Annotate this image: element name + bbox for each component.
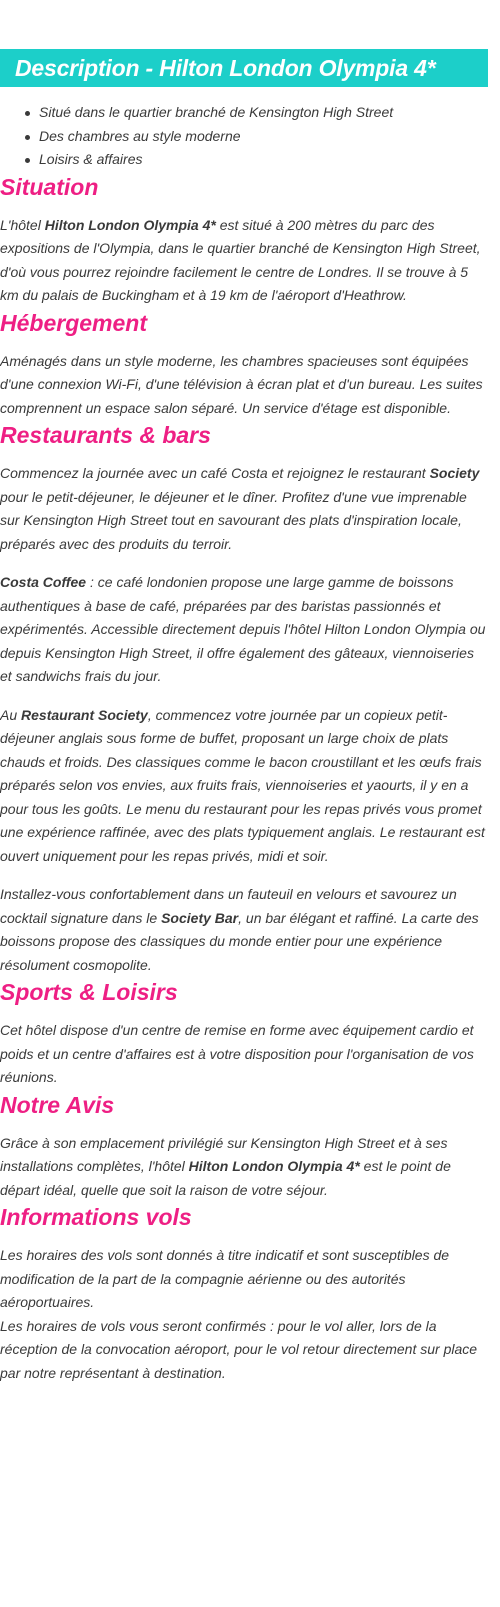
section-vols [0,1202,488,1385]
text-segment: Commencez la journée avec un café Costa et rejoignez le restaurant [0,465,430,481]
restaurants-paragraph-2 [0,571,488,689]
section-heading-avis: Notre Avis [0,1091,115,1118]
vols-paragraph-2: Les horaires de vols vous seront confirmés : pour le vol aller, lors de la réception de la convocation aéroport, pour le vol retour directement sur place par notre représentant à destination. [0,1317,478,1381]
text-segment: : ce café londonien propose une large gamme de boissons authentiques à base de café, préparées par des baristas passionnés et expérimentés. Accessible directement depuis l'hôtel Hilton London Olympia ou depuis Kensington High Street, il offre également des gâteaux, viennoiseries et sandwichs frais du jour. [0,574,486,684]
section-sports [0,977,488,1090]
section-heading-hebergement: Hébergement [0,309,147,336]
text-segment: , commencez votre journée par un copieux petit-déjeuner anglais sous forme de buffet, proposant un large choix de plats chauds et froids. Des classiques comme le bacon croustillant et les œufs frais préparés selon vos envies, aux fruits frais, viennoiseries et yaourts, il y en a pour tous les goûts. Le menu du restaurant pour les repas privés vous promet une expérience raffinée, avec des plats typiquement anglais. Le restaurant est ouvert uniquement pour les repas privés, midi et soir. [0,706,485,864]
hebergement-paragraph: Aménagés dans un style moderne, les chambres spacieuses sont équipées d'une connexion Wi-Fi, d'une télévision à écran plat et d'un bureau. Les suites comprennent un espace salon séparé. Un service d'étage est disponible. [0,352,483,416]
highlight-text: Loisirs & affaires [39,151,143,167]
text-segment: Installez-vous confortablement dans un fauteuil en velours et savourez un cocktail signature dans le [0,886,457,926]
bullet-icon [25,111,30,116]
section-situation [0,172,488,308]
text-segment: est le point de départ idéal, quelle que soit la raison de votre séjour. [0,1158,451,1198]
section-heading-situation: Situation [0,173,99,200]
text-segment: , un bar élégant et raffiné. La carte des boissons propose des classiques du monde entier pour une expérience résolument cosmopolite. [0,909,479,973]
restaurants-paragraph-1 [0,462,488,556]
hotel-name-bold: Hilton London Olympia 4* [188,1158,360,1174]
section-avis [0,1090,488,1203]
section-hebergement [0,308,488,421]
vols-paragraph-1: Les horaires des vols sont donnés à titre indicatif et sont susceptibles de modification de la part de la compagnie aérienne ou des autorités aéroportuaires. [0,1247,450,1310]
text-segment: L'hôtel [0,216,45,233]
restaurant-society-bold: Restaurant Society [21,706,148,723]
highlights-list [0,101,488,172]
bullet-icon [25,158,30,163]
section-heading-restaurants: Restaurants & bars [0,422,211,448]
sports-paragraph: Cet hôtel dispose d'un centre de remise en forme avec équipement cardio et poids et un centre d'affaires est à votre disposition pour l'organisation de vos réunions. [0,1022,474,1085]
restaurant-name-bold: Society [429,465,480,481]
list-item [0,101,488,125]
text-segment: Au [0,706,22,723]
text-segment: Grâce à son emplacement privilégié sur Kensington High Street et à ses installations complètes, l'hôtel [0,1134,448,1174]
bullet-icon [25,135,30,140]
list-item [0,148,488,172]
situation-paragraph [0,214,488,308]
restaurants-paragraph-4 [0,883,488,977]
page-title: Description - Hilton London Olympia 4* [15,54,436,81]
text-segment: pour le petit-déjeuner, le déjeuner et le dîner. Profitez d'une vue imprenable sur Kensington High Street tout en savourant des plats d'inspiration locale, préparés avec des produits du terroir. [0,488,467,552]
section-restaurants [0,420,488,977]
section-heading-vols: Informations vols [0,1204,192,1230]
avis-paragraph [0,1132,488,1203]
society-bar-bold: Society Bar [161,909,239,926]
restaurants-paragraph-3 [0,704,488,869]
section-heading-sports: Sports & Loisirs [0,979,178,1005]
description-title-bar [0,49,488,87]
highlight-text: Situé dans le quartier branché de Kensington High Street [39,104,394,120]
list-item [0,125,488,149]
text-segment: est situé à 200 mètres du parc des expositions de l'Olympia, dans le quartier branché de Kensington High Street, d'où vous pourrez rejoindre facilement le centre de Londres. Il se trouve à 5 km du palais de Buckingham et à 19 km de l'aéroport d'Heathrow. [0,216,481,303]
costa-coffee-bold: Costa Coffee [0,574,87,590]
hotel-name-bold: Hilton London Olympia 4* [44,216,216,233]
highlight-text: Des chambres au style moderne [39,127,241,144]
